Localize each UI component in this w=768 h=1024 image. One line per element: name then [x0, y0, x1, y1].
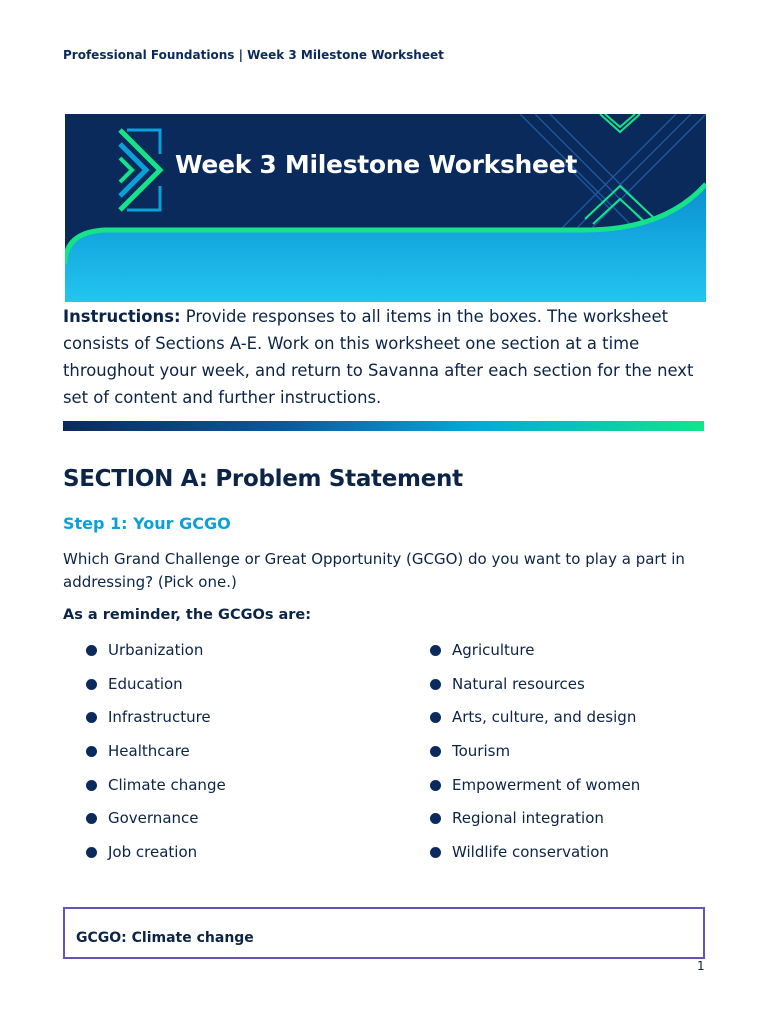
bullet-icon [430, 712, 441, 723]
list-item [430, 741, 640, 775]
list-item [86, 640, 226, 674]
bullet-icon [86, 780, 97, 791]
list-item [86, 775, 226, 809]
gcgo-reminder: As a reminder, the GCGOs are: [63, 607, 312, 623]
running-header: Professional Foundations | Week 3 Milestone Worksheet [63, 48, 444, 62]
list-item [86, 741, 226, 775]
gcgo-response-box[interactable] [63, 907, 705, 959]
list-item-label: Natural resources [452, 674, 585, 693]
list-item [430, 707, 640, 741]
bullet-icon [86, 712, 97, 723]
gcgo-question: Which Grand Challenge or Great Opportunity (GCGO) do you want to play a part in addressing? (Pick one.) [63, 550, 685, 591]
list-item-label: Job creation [108, 843, 198, 862]
bullet-icon [86, 645, 97, 656]
bullet-icon [430, 645, 441, 656]
list-item-label: Governance [108, 809, 199, 828]
banner-background [65, 114, 706, 302]
bullet-icon [430, 679, 441, 690]
list-item [430, 640, 640, 674]
instructions-label: Instructions: [63, 307, 181, 326]
list-item-label: Urbanization [108, 641, 204, 659]
list-item-label: Infrastructure [108, 708, 211, 727]
instructions-paragraph [63, 303, 703, 411]
list-item-label: Empowerment of women [452, 775, 641, 794]
list-item [86, 674, 226, 708]
chevron-diamond-logo-icon [120, 130, 160, 210]
bullet-icon [86, 847, 97, 858]
instructions-text: Provide responses to all items in the boxes. The worksheet consists of Sections A-E. Work on this worksheet one section at a time throughout your week, and return to Savanna after each section for the next set of content and further instructions. [63, 307, 694, 407]
title-banner [65, 114, 706, 302]
gcgo-list-right [430, 640, 640, 876]
bullet-icon [86, 813, 97, 824]
list-item-label: Healthcare [108, 742, 190, 761]
list-item [430, 775, 640, 809]
list-item [86, 842, 226, 876]
section-a-title: SECTION A: Problem Statement [63, 466, 463, 492]
step-1-title: Step 1: Your GCGO [63, 514, 231, 533]
bullet-icon [430, 780, 441, 791]
list-item-label: Tourism [452, 742, 511, 761]
list-item [430, 842, 640, 876]
list-item [430, 808, 640, 842]
list-item-label: Regional integration [452, 809, 604, 828]
list-item-label: Arts, culture, and design [452, 708, 637, 727]
gcgo-response-text: GCGO: Climate change [76, 930, 254, 946]
list-item-label: Education [108, 674, 183, 693]
list-item [86, 808, 226, 842]
gcgo-list-left [86, 640, 226, 876]
bullet-icon [430, 813, 441, 824]
bullet-icon [86, 746, 97, 757]
list-item [86, 707, 226, 741]
list-item-label: Agriculture [452, 641, 535, 659]
list-item [430, 674, 640, 708]
page-number: 1 [697, 959, 705, 973]
list-item-label: Climate change [108, 775, 226, 794]
bullet-icon [86, 679, 97, 690]
list-item-label: Wildlife conservation [452, 843, 609, 862]
gradient-divider [63, 421, 704, 431]
banner-title: Week 3 Milestone Worksheet [175, 150, 578, 179]
bullet-icon [430, 847, 441, 858]
bullet-icon [430, 746, 441, 757]
